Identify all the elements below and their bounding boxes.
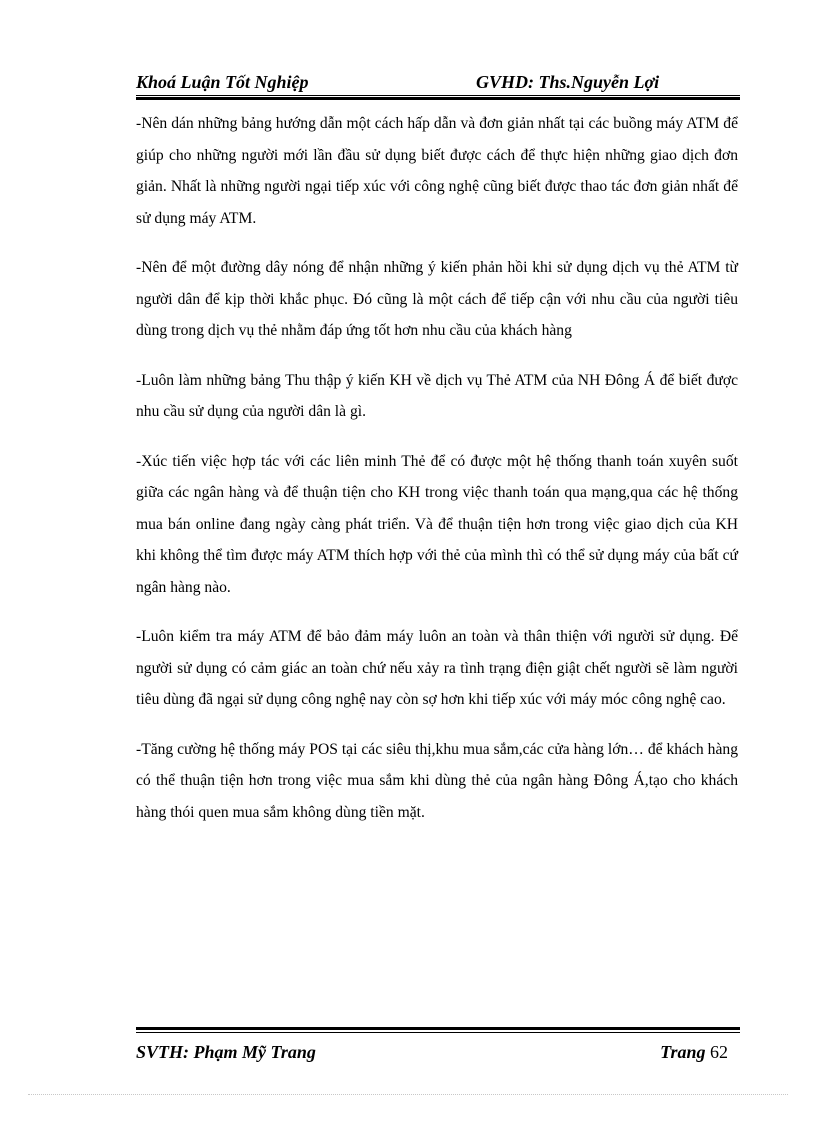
footer-rule-thin (136, 1032, 740, 1033)
paragraph-surveys: -Luôn làm những bảng Thu thập ý kiến KH về dịch vụ Thẻ ATM của NH Đông Á để biết được nhu cầu sử dụng của người dân là gì. (136, 371, 738, 420)
page-header (136, 70, 740, 94)
header-rule-thick (136, 97, 740, 100)
header-advisor: GVHD: Ths.Nguyễn Lợi (476, 72, 660, 92)
body-text (136, 108, 738, 846)
paragraph-card-alliance: -Xúc tiến việc hợp tác với các liên minh Thẻ để có được một hệ thống thanh toán xuyên suốt giữa các ngân hàng và để thuận tiện cho KH trong việc thanh toán qua mạng,qua các hệ thống mua bán online đang ngày càng phát triển. Và để thuận tiện hơn trong việc giao dịch của KH khi không thể tìm được máy ATM thích hợp với thẻ của mình thì có thể sử dụng máy của bất cứ ngân hàng nào. (136, 452, 738, 596)
footer-student-name: SVTH: Phạm Mỹ Trang (136, 1042, 316, 1062)
paragraph-atm-safety: -Luôn kiểm tra máy ATM để bảo đảm máy luôn an toàn và thân thiện với người sử dụng. Để người sử dụng có cảm giác an toàn chứ nếu xảy ra tình trạng điện giật chết người sẽ làm người tiêu dùng đã ngại sử dụng công nghệ nay còn sợ hơn khi tiếp xúc với máy móc công nghệ cao. (136, 628, 738, 708)
paragraph-guide-boards: -Nên dán những bảng hướng dẫn một cách hấp dẫn và đơn giản nhất tại các buồng máy ATM để giúp cho những người mới lần đầu sử dụng biết được cách để thực hiện những giao dịch đơn giản. Nhất là những người ngại tiếp xúc với công nghệ cũng biết được thao tác đơn giản nhất để sử dụng máy ATM. (136, 115, 738, 227)
header-rule-thin (136, 95, 740, 96)
paragraph-pos-system: -Tăng cường hệ thống máy POS tại các siêu thị,khu mua sắm,các cửa hàng lớn… để khách hàng có thể thuận tiện hơn trong việc mua sắm khi dùng thẻ của ngân hàng Đông Á,tạo cho khách hàng thói quen mua sắm không dùng tiền mặt. (136, 740, 738, 821)
paragraph-hotline: -Nên để một đường dây nóng để nhận những ý kiến phản hồi khi sử dụng dịch vụ thẻ ATM từ người dân để kịp thời khắc phục. Đó cũng là một cách để tiếp cận với nhu cầu của người tiêu dùng trong dịch vụ thẻ nhằm đáp ứng tốt hơn nhu cầu của khách hàng (136, 259, 738, 339)
page-footer (136, 1040, 740, 1064)
footer-page-indicator (660, 1040, 728, 1064)
header-thesis-title: Khoá Luận Tốt Nghiệp (136, 72, 309, 92)
footer-rule-thick (136, 1027, 740, 1030)
page-bottom-border (28, 1094, 788, 1095)
footer-page-label: Trang (660, 1042, 706, 1062)
footer-page-number: 62 (710, 1042, 728, 1062)
